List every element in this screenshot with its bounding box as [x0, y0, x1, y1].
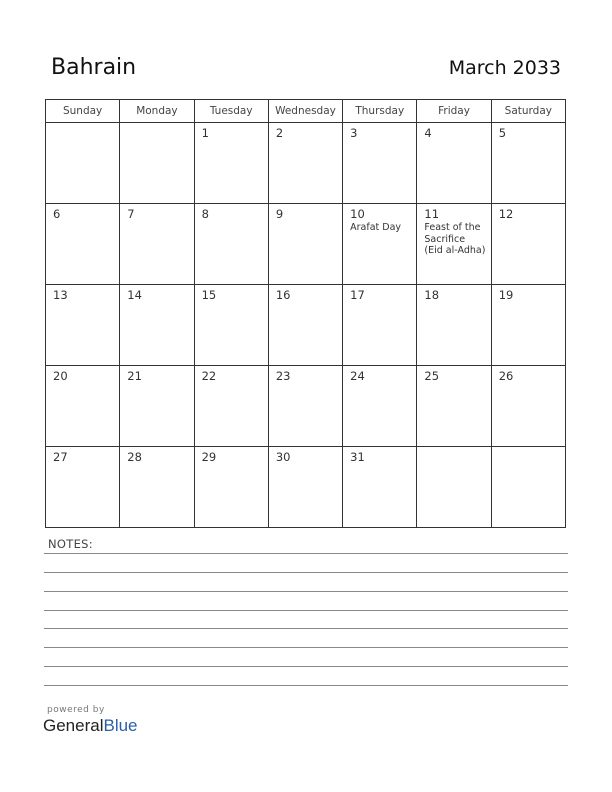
- day-number: 16: [275, 288, 291, 302]
- day-cell: [46, 366, 120, 447]
- day-cell: [417, 123, 491, 204]
- notes-line: [44, 572, 568, 573]
- day-number: 9: [275, 207, 284, 221]
- brand-general: General: [43, 716, 104, 735]
- day-cell: [343, 447, 417, 528]
- week-row: [46, 204, 566, 285]
- day-cell: [491, 447, 565, 528]
- day-number: 8: [201, 207, 209, 221]
- day-cell: [120, 447, 194, 528]
- day-number: 13: [53, 288, 68, 302]
- day-cell: [46, 204, 120, 285]
- notes-line: [44, 647, 568, 648]
- day-number: 27: [53, 450, 68, 464]
- holiday-arafat-day: Arafat Day: [350, 222, 402, 233]
- day-number: 20: [53, 369, 68, 383]
- day-cell: [194, 123, 268, 204]
- week-row: [46, 123, 566, 204]
- day-number: 14: [127, 288, 142, 302]
- day-number: 4: [424, 126, 432, 140]
- day-cell: [343, 123, 417, 204]
- day-number: 22: [201, 369, 217, 383]
- day-cell: [343, 204, 417, 285]
- weekday-friday: Friday: [417, 100, 491, 123]
- notes-line: [44, 685, 568, 686]
- day-number: 6: [53, 207, 61, 221]
- day-cell: [417, 366, 491, 447]
- day-number: 12: [498, 207, 514, 221]
- day-number: 11: [424, 207, 440, 221]
- day-cell: [268, 447, 342, 528]
- weekday-header-row: [46, 100, 566, 123]
- day-number: 21: [127, 369, 142, 383]
- notes-line: [44, 591, 568, 592]
- day-number: 29: [201, 450, 217, 464]
- day-cell: [194, 366, 268, 447]
- month-year-title: March 2033: [448, 57, 561, 79]
- week-row: [46, 447, 566, 528]
- day-number: 3: [350, 126, 358, 140]
- day-number: 25: [424, 369, 440, 383]
- day-number: 24: [350, 369, 365, 383]
- day-cell: [268, 285, 342, 366]
- day-cell: [120, 366, 194, 447]
- day-cell: [491, 123, 565, 204]
- day-cell: [491, 285, 565, 366]
- day-cell: [417, 285, 491, 366]
- day-number: 2: [275, 126, 284, 140]
- notes-line: [44, 666, 568, 667]
- day-number: 30: [275, 450, 291, 464]
- weekday-tuesday: Tuesday: [194, 100, 268, 123]
- day-number: 31: [350, 450, 365, 464]
- day-cell: [268, 123, 342, 204]
- day-cell: [343, 285, 417, 366]
- country-title: Bahrain: [51, 55, 137, 80]
- weekday-saturday: Saturday: [491, 100, 565, 123]
- day-number: 5: [498, 126, 507, 140]
- weekday-wednesday: Wednesday: [268, 100, 342, 123]
- day-number: 28: [127, 450, 142, 464]
- day-cell: [120, 204, 194, 285]
- day-number: 7: [127, 207, 135, 221]
- day-cell: [120, 123, 194, 204]
- brand-blue: Blue: [103, 716, 138, 735]
- week-row: [46, 366, 566, 447]
- day-number: 26: [498, 369, 514, 383]
- day-cell: [46, 123, 120, 204]
- day-cell: [268, 366, 342, 447]
- day-cell: [491, 366, 565, 447]
- notes-line: [44, 553, 568, 554]
- day-cell: [417, 447, 491, 528]
- day-cell: [46, 447, 120, 528]
- weekday-sunday: Sunday: [46, 100, 120, 123]
- day-number: 19: [498, 288, 514, 302]
- notes-line: [44, 610, 568, 611]
- day-cell: [194, 285, 268, 366]
- calendar-grid: [45, 99, 566, 528]
- weekday-thursday: Thursday: [343, 100, 417, 123]
- notes-line: [44, 628, 568, 629]
- day-number: 1: [201, 126, 209, 140]
- day-number: 17: [350, 288, 365, 302]
- day-cell: [417, 204, 491, 285]
- day-number: 23: [275, 369, 291, 383]
- day-cell: [46, 285, 120, 366]
- weekday-monday: Monday: [120, 100, 194, 123]
- day-cell: [194, 204, 268, 285]
- powered-by-text: powered by: [47, 705, 105, 715]
- notes-label: NOTES:: [48, 537, 93, 551]
- day-number: 15: [201, 288, 217, 302]
- week-row: [46, 285, 566, 366]
- day-number: 18: [424, 288, 440, 302]
- day-cell: [268, 204, 342, 285]
- holiday-eid-al-adha: Feast of the Sacrifice (Eid al-Adha): [424, 222, 486, 256]
- day-number: 10: [350, 207, 365, 221]
- day-cell: [491, 204, 565, 285]
- day-cell: [194, 447, 268, 528]
- day-cell: [120, 285, 194, 366]
- generalblue-logo: [43, 716, 138, 736]
- day-cell: [343, 366, 417, 447]
